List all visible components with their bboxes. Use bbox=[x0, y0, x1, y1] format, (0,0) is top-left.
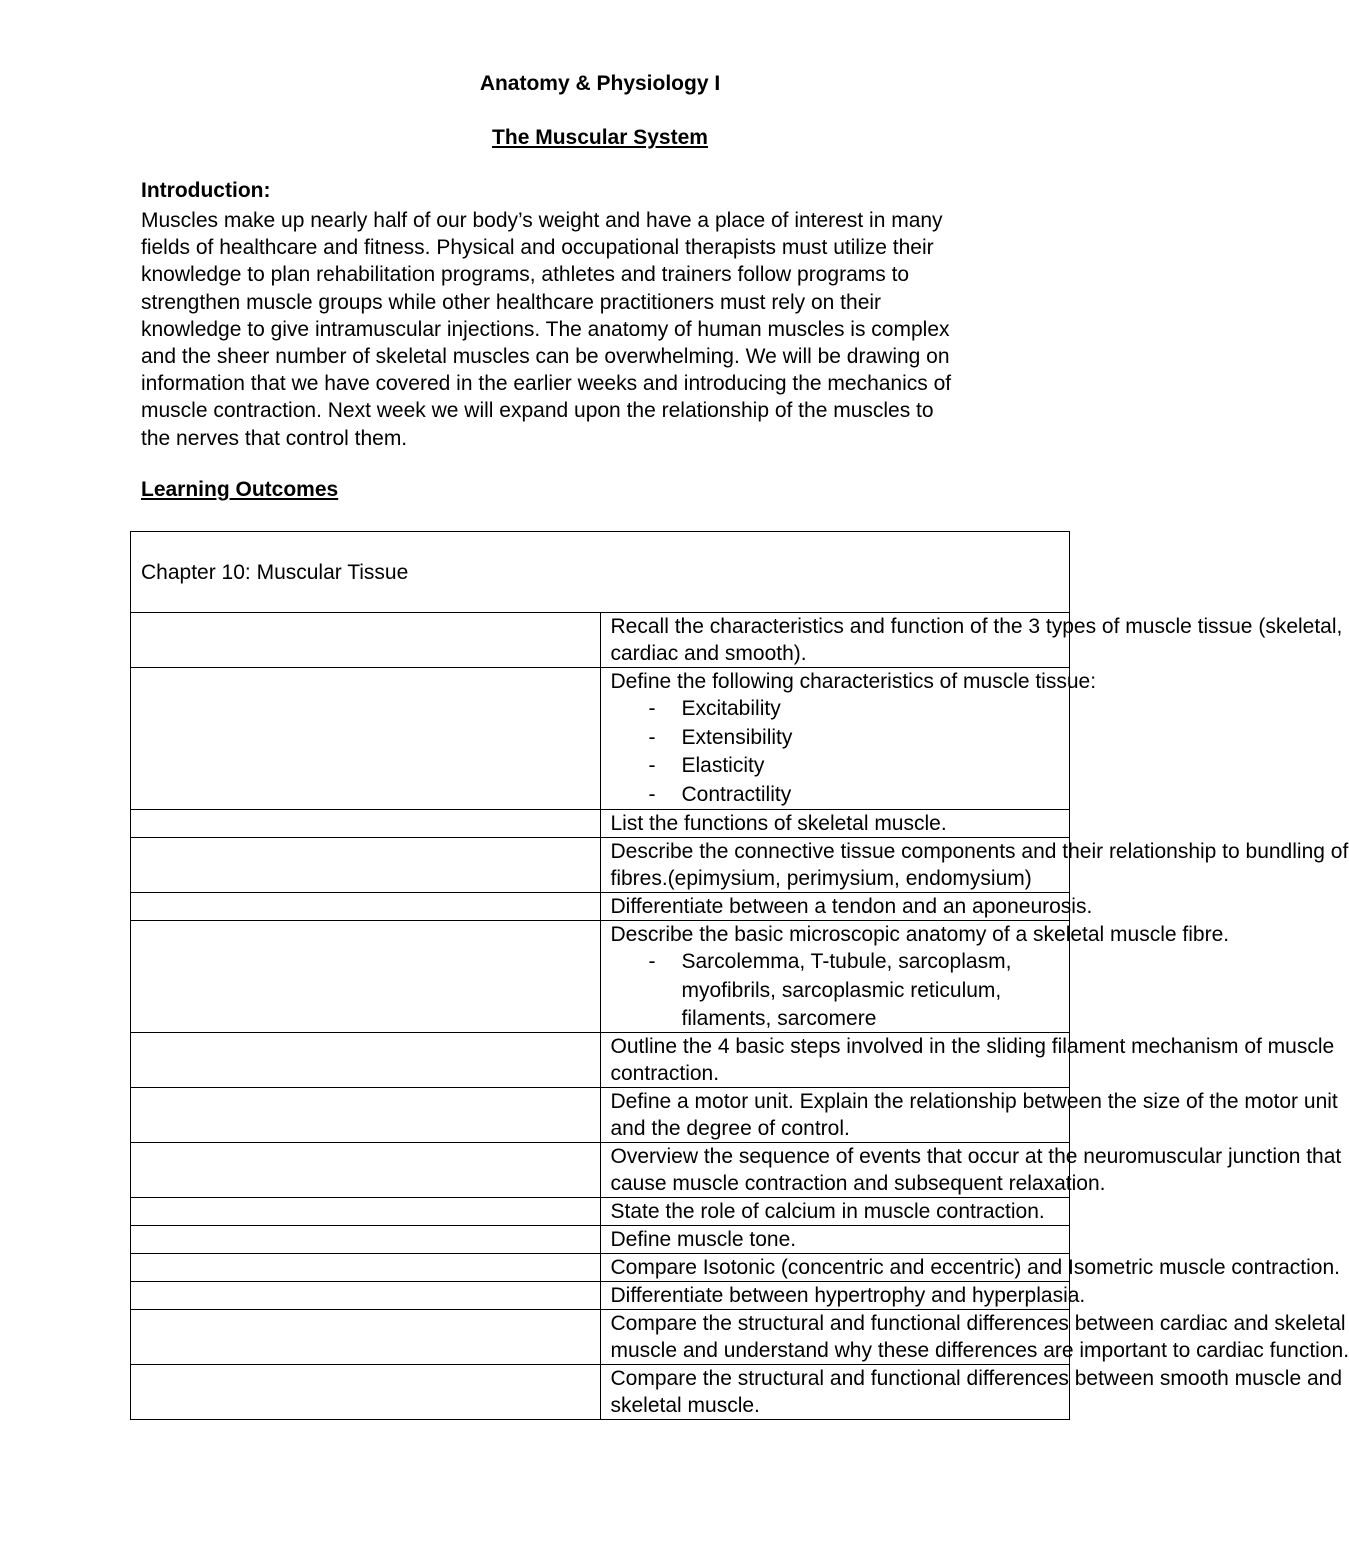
outcome-text: Define the following characteristics of muscle tissue: bbox=[610, 670, 1097, 693]
outcome-text-cell bbox=[600, 1226, 1070, 1254]
outcome-check-cell bbox=[131, 893, 601, 921]
outcome-text: Differentiate between a tendon and an aponeurosis. bbox=[610, 895, 1093, 918]
outcome-check-cell bbox=[131, 1143, 601, 1198]
outcome-text-cell bbox=[600, 838, 1349, 893]
outcome-text: Define a motor unit. Explain the relationship between the size of the motor unit bbox=[610, 1090, 1338, 1113]
outcome-text: Differentiate between hypertrophy and hyperplasia. bbox=[610, 1284, 1086, 1307]
introduction-line: strengthen muscle groups while other healthcare practitioners must rely on their bbox=[141, 290, 882, 314]
outcome-row bbox=[131, 1033, 1070, 1088]
outcome-row bbox=[131, 1088, 1070, 1143]
outcome-text: skeletal muscle. bbox=[610, 1394, 760, 1417]
introduction-line: Muscles make up nearly half of our body’s weight and have a place of interest in many bbox=[141, 209, 943, 232]
introduction-heading: Introduction: bbox=[141, 179, 271, 202]
learning-outcomes-heading: Learning Outcomes bbox=[141, 478, 339, 501]
outcome-text-cell bbox=[600, 810, 1070, 838]
learning-outcomes-table bbox=[130, 531, 1349, 1420]
outcome-check-cell bbox=[131, 1088, 601, 1143]
outcome-check-cell bbox=[131, 668, 601, 810]
outcome-text: contraction. bbox=[610, 1062, 720, 1085]
outcome-row bbox=[131, 668, 1070, 810]
outcome-bullet: - Excitability bbox=[611, 695, 1060, 724]
document-title: Anatomy & Physiology I bbox=[479, 72, 721, 95]
outcome-check-cell bbox=[131, 838, 601, 893]
outcome-text-cell bbox=[600, 1198, 1070, 1226]
outcome-row bbox=[131, 921, 1070, 1033]
outcome-text: cause muscle contraction and subsequent relaxation. bbox=[610, 1172, 1106, 1195]
outcome-text: Compare the structural and functional differences between cardiac and skeletal bbox=[610, 1312, 1346, 1335]
outcome-text: and the degree of control. bbox=[610, 1117, 850, 1140]
outcome-text: Describe the basic microscopic anatomy of a skeletal muscle fibre. bbox=[610, 923, 1230, 946]
outcome-text-cell bbox=[600, 1365, 1343, 1420]
outcome-row bbox=[131, 1365, 1070, 1420]
outcome-text: Overview the sequence of events that occur at the neuromuscular junction that bbox=[610, 1145, 1342, 1168]
outcome-check-cell bbox=[131, 1254, 601, 1282]
outcome-text-cell bbox=[600, 1143, 1342, 1198]
outcome-text-cell bbox=[600, 1088, 1338, 1143]
outcome-row bbox=[131, 1282, 1070, 1310]
outcome-text-cell bbox=[600, 1254, 1340, 1282]
outcome-row bbox=[131, 1226, 1070, 1254]
outcome-text: fibres.(epimysium, perimysium, endomysium) bbox=[610, 867, 1032, 890]
outcome-bullet-continuation: filaments, sarcomere bbox=[681, 1007, 877, 1030]
outcome-text-cell bbox=[600, 1033, 1335, 1088]
outcome-check-cell bbox=[131, 1226, 601, 1254]
introduction-line: knowledge to plan rehabilitation programs, athletes and trainers follow programs to bbox=[141, 263, 910, 287]
outcome-text-cell bbox=[600, 613, 1343, 668]
outcome-row bbox=[131, 893, 1070, 921]
outcome-row bbox=[131, 838, 1070, 893]
outcome-row bbox=[131, 1198, 1070, 1226]
outcome-bullet: - Elasticity bbox=[611, 752, 1060, 781]
outcome-text: List the functions of skeletal muscle. bbox=[610, 812, 947, 835]
outcome-text: State the role of calcium in muscle contraction. bbox=[610, 1200, 1045, 1223]
outcome-text: Describe the connective tissue components and their relationship to bundling of bbox=[610, 840, 1349, 863]
outcome-row bbox=[131, 810, 1070, 838]
introduction-line: information that we have covered in the earlier weeks and introducing the mechanics of bbox=[141, 372, 952, 396]
introduction-line: muscle contraction. Next week we will expand upon the relationship of the muscles to bbox=[141, 399, 934, 423]
outcome-text-cell bbox=[600, 1282, 1086, 1310]
outcome-bullet: - Sarcolemma, T-tubule, sarcoplasm, myofibrils, sarcoplasmic reticulum, bbox=[611, 948, 1060, 1005]
outcome-text-cell bbox=[600, 668, 1097, 810]
outcome-text-cell bbox=[600, 921, 1230, 1033]
outcome-row bbox=[131, 1254, 1070, 1282]
chapter-row bbox=[131, 532, 1070, 613]
outcome-row bbox=[131, 613, 1070, 668]
outcome-check-cell bbox=[131, 1198, 601, 1226]
introduction-paragraph bbox=[141, 207, 1071, 452]
outcome-text: cardiac and smooth). bbox=[610, 642, 807, 665]
introduction-line: fields of healthcare and fitness. Physical and occupational therapists must utilize their bbox=[141, 236, 934, 260]
outcome-bullet-list bbox=[611, 948, 1060, 1005]
document-subtitle: The Muscular System bbox=[492, 126, 708, 149]
introduction-line: the nerves that control them. bbox=[141, 426, 408, 450]
outcome-bullet: - Extensibility bbox=[611, 724, 1060, 753]
outcome-check-cell bbox=[131, 1282, 601, 1310]
outcome-row bbox=[131, 1310, 1070, 1365]
outcome-check-cell bbox=[131, 1365, 601, 1420]
outcome-row bbox=[131, 1143, 1070, 1198]
outcome-text: Outline the 4 basic steps involved in the sliding filament mechanism of muscle bbox=[610, 1035, 1335, 1058]
outcome-text-cell bbox=[600, 1310, 1349, 1365]
outcome-check-cell bbox=[131, 613, 601, 668]
outcome-bullet-list bbox=[611, 695, 1060, 809]
chapter-title: Chapter 10: Muscular Tissue bbox=[131, 532, 1070, 613]
outcome-check-cell bbox=[131, 1310, 601, 1365]
outcome-text: Compare Isotonic (concentric and eccentric) and Isometric muscle contraction. bbox=[610, 1256, 1340, 1279]
outcome-bullet: - Contractility bbox=[611, 781, 1060, 810]
introduction-line: and the sheer number of skeletal muscles can be overwhelming. We will be drawing on bbox=[141, 345, 950, 369]
outcome-text: Compare the structural and functional differences between smooth muscle and bbox=[610, 1367, 1343, 1390]
outcome-check-cell bbox=[131, 810, 601, 838]
introduction-line: knowledge to give intramuscular injections. The anatomy of human muscles is complex bbox=[141, 317, 950, 341]
outcome-check-cell bbox=[131, 921, 601, 1033]
outcome-check-cell bbox=[131, 1033, 601, 1088]
outcome-text: Define muscle tone. bbox=[610, 1228, 797, 1251]
outcome-text: muscle and understand why these differences are important to cardiac function. bbox=[610, 1339, 1349, 1362]
outcome-text-cell bbox=[600, 893, 1093, 921]
outcome-text: Recall the characteristics and function of the 3 types of muscle tissue (skeletal, bbox=[610, 615, 1343, 638]
